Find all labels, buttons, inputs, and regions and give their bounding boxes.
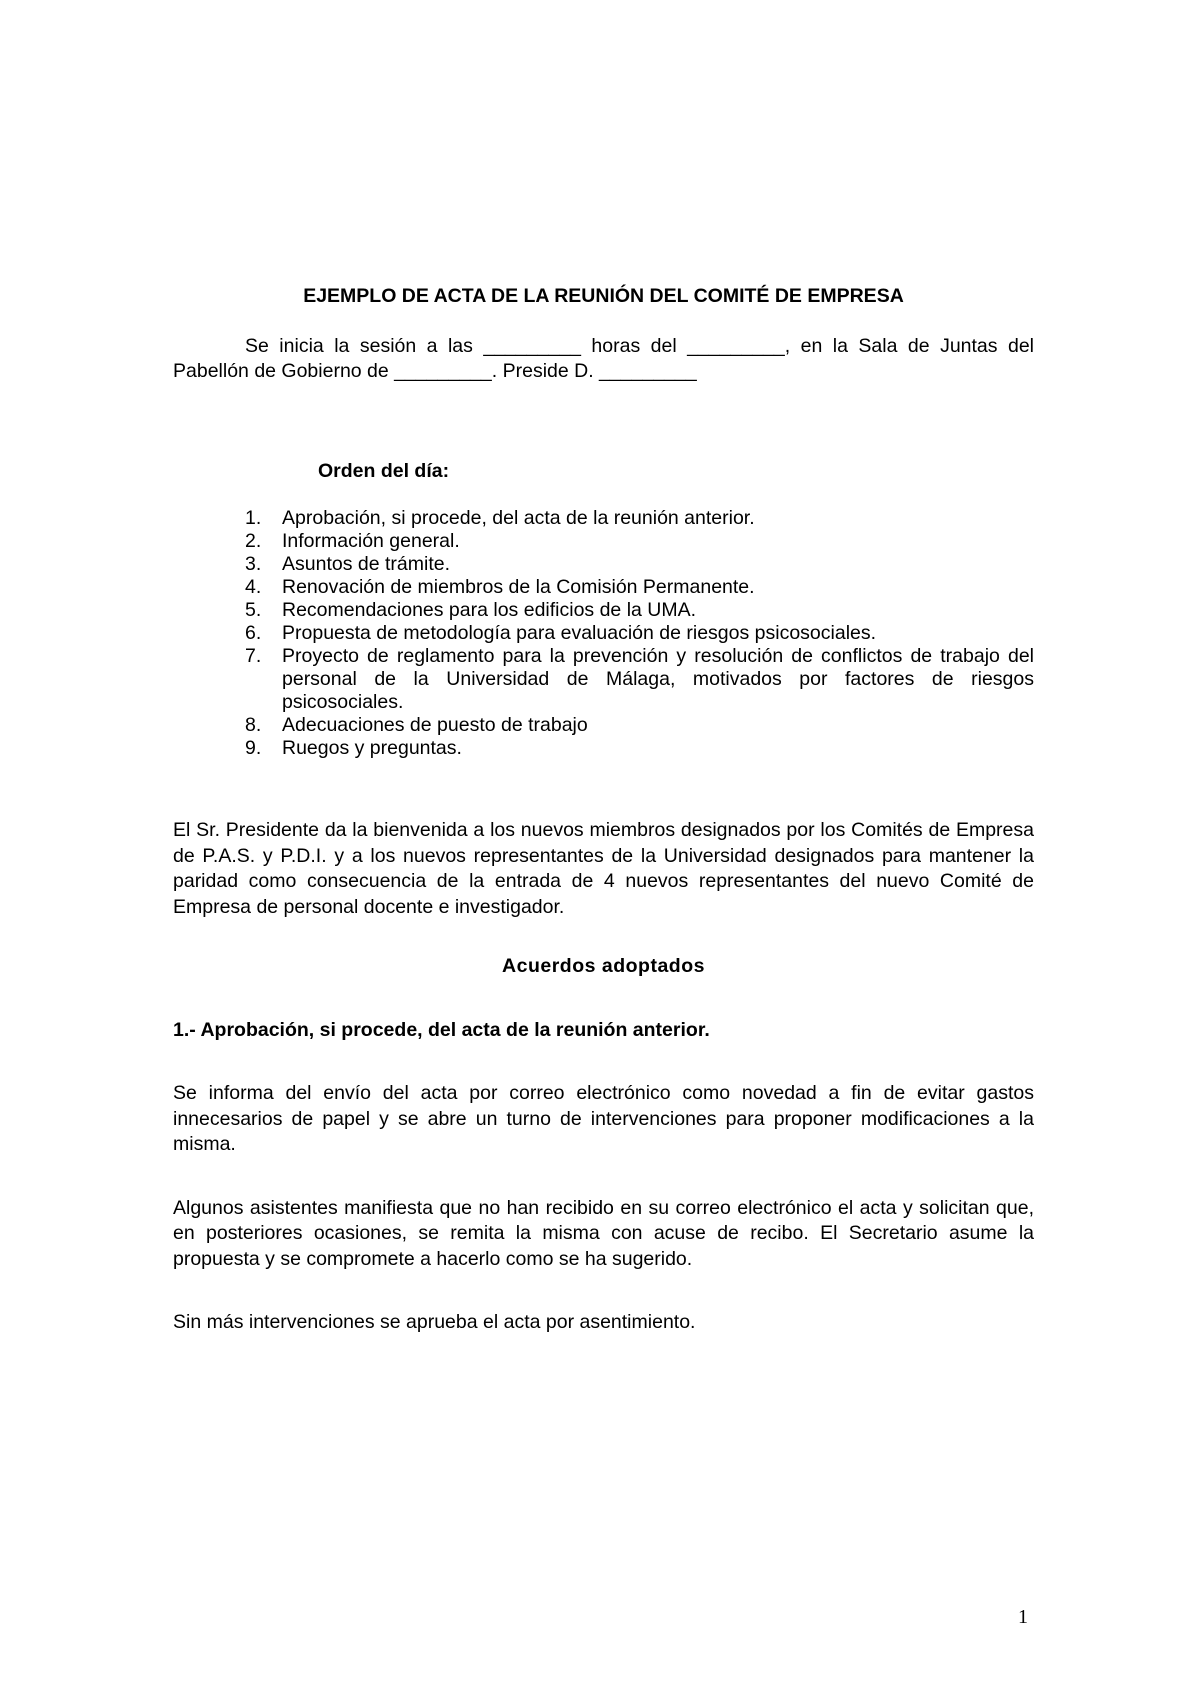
page-number: 1 xyxy=(1018,1606,1028,1628)
agreements-heading: Acuerdos adoptados xyxy=(502,955,705,977)
agenda-item-text: Aprobación, si procede, del acta de la reunión anterior. xyxy=(282,507,755,529)
agenda-item-number: 3. xyxy=(245,553,262,575)
agenda-list xyxy=(173,507,1034,760)
agenda-item-text: Adecuaciones de puesto de trabajo xyxy=(282,714,588,736)
agenda-item xyxy=(173,714,1034,737)
agenda-item-number: 2. xyxy=(245,530,262,552)
intro-paragraph: Se inicia la sesión a las _________ horas del _________, en la Sala de Juntas del Pabellón de Gobierno de _________. Preside D. _________ xyxy=(173,334,1034,382)
agenda-item xyxy=(173,622,1034,645)
agenda-item xyxy=(173,553,1034,576)
agenda-item-number: 6. xyxy=(245,622,262,644)
agreement-paragraph: Algunos asistentes manifiesta que no han recibido en su correo electrónico el acta y solicitan que, en posteriores ocasiones, se remita la misma con acuse de recibo. El Secretario asume la propuesta y se compromete a hacerlo como se ha sugerido. xyxy=(173,1196,1034,1270)
agenda-heading: Orden del día: xyxy=(318,459,450,482)
document-title: EJEMPLO DE ACTA DE LA REUNIÓN DEL COMITÉ DE EMPRESA xyxy=(303,285,904,307)
agenda-item-text: Asuntos de trámite. xyxy=(282,553,450,575)
agenda-item-text: Propuesta de metodología para evaluación de riesgos psicosociales. xyxy=(282,622,877,644)
agenda-item xyxy=(173,576,1034,599)
agreement-item-heading: 1.- Aprobación, si procede, del acta de la reunión anterior. xyxy=(173,1018,710,1041)
agenda-item-text: Información general. xyxy=(282,530,460,552)
agenda-item-text: Proyecto de reglamento para la prevención y resolución de conflictos de trabajo del personal de la Universidad de Málaga, motivados por factores de riesgos psicosociales. xyxy=(282,645,1034,713)
agenda-item-text: Ruegos y preguntas. xyxy=(282,737,462,759)
agenda-item-number: 1. xyxy=(245,507,262,529)
agenda-item xyxy=(173,737,1034,760)
welcome-paragraph: El Sr. Presidente da la bienvenida a los nuevos miembros designados por los Comités de Empresa de P.A.S. y P.D.I. y a los nuevos representantes de la Universidad designados para mantener la paridad como consecuencia de la entrada de 4 nuevos representantes del nuevo Comité de Empresa de personal docente e investigador. xyxy=(173,819,1034,918)
agenda-item-number: 5. xyxy=(245,599,262,621)
agenda-item-number: 4. xyxy=(245,576,262,598)
agreement-paragraph: Se informa del envío del acta por correo electrónico como novedad a fin de evitar gastos innecesarios de papel y se abre un turno de intervenciones para proponer modificaciones a la misma. xyxy=(173,1082,1034,1155)
agreement-paragraph: Sin más intervenciones se aprueba el acta por asentimiento. xyxy=(173,1311,696,1333)
agenda-item xyxy=(173,599,1034,622)
agenda-item xyxy=(173,645,1034,714)
document-body xyxy=(173,284,1034,1336)
agenda-item-text: Recomendaciones para los edificios de la UMA. xyxy=(282,599,697,621)
agenda-item-number: 8. xyxy=(245,714,262,736)
agenda-item xyxy=(173,530,1034,553)
agenda-item-number: 7. xyxy=(245,645,262,667)
agenda-item xyxy=(173,507,1034,530)
agenda-item-text: Renovación de miembros de la Comisión Permanente. xyxy=(282,576,755,598)
agenda-item-number: 9. xyxy=(245,737,262,759)
